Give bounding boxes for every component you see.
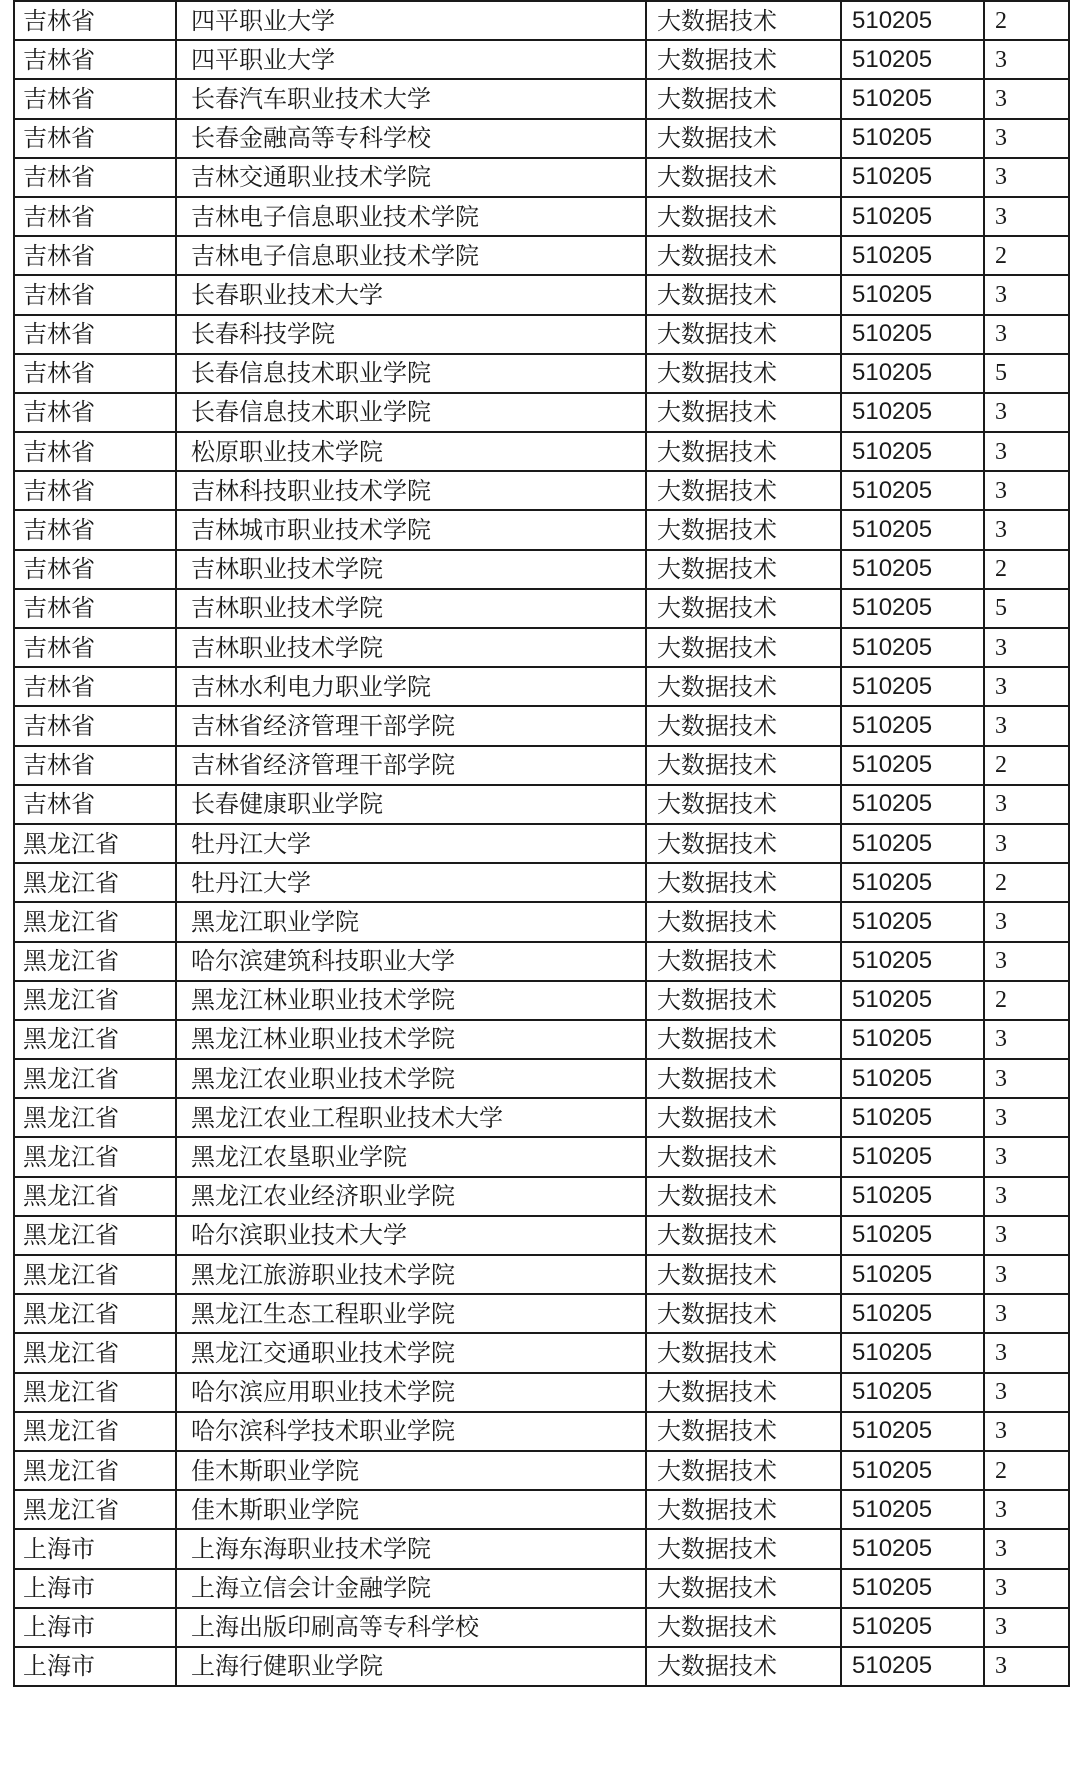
count-cell: 2 [984,981,1069,1020]
province-cell: 黑龙江省 [14,1333,176,1372]
school-name-cell: 吉林省经济管理干部学院 [176,746,646,785]
major-code-cell: 510205 [841,40,984,79]
count-cell: 5 [984,354,1069,393]
major-code-cell: 510205 [841,1216,984,1255]
school-name-cell: 哈尔滨科学技术职业学院 [176,1412,646,1451]
province-cell: 黑龙江省 [14,1098,176,1137]
major-cell: 大数据技术 [646,981,841,1020]
major-code-cell: 510205 [841,197,984,236]
major-code-cell: 510205 [841,628,984,667]
table-row [14,471,1069,510]
school-name-cell: 长春科技学院 [176,315,646,354]
province-cell: 吉林省 [14,1,176,40]
table-row [14,1569,1069,1608]
school-name-cell: 长春汽车职业技术大学 [176,79,646,118]
major-code-cell: 510205 [841,824,984,863]
major-cell: 大数据技术 [646,119,841,158]
major-cell: 大数据技术 [646,1333,841,1372]
major-cell: 大数据技术 [646,510,841,549]
major-code-cell: 510205 [841,902,984,941]
table-row [14,706,1069,745]
school-name-cell: 哈尔滨建筑科技职业大学 [176,942,646,981]
count-cell: 3 [984,1216,1069,1255]
major-cell: 大数据技术 [646,1373,841,1412]
table-row [14,1216,1069,1255]
count-cell: 3 [984,1373,1069,1412]
major-cell: 大数据技术 [646,354,841,393]
major-cell: 大数据技术 [646,40,841,79]
school-name-cell: 佳木斯职业学院 [176,1451,646,1490]
major-code-cell: 510205 [841,706,984,745]
count-cell: 3 [984,510,1069,549]
major-code-cell: 510205 [841,393,984,432]
count-cell: 3 [984,785,1069,824]
province-cell: 吉林省 [14,236,176,275]
province-cell: 黑龙江省 [14,1412,176,1451]
major-cell: 大数据技术 [646,824,841,863]
province-cell: 黑龙江省 [14,1373,176,1412]
school-name-cell: 四平职业大学 [176,40,646,79]
major-code-cell: 510205 [841,1,984,40]
major-code-cell: 510205 [841,1177,984,1216]
school-name-cell: 黑龙江交通职业技术学院 [176,1333,646,1372]
province-cell: 黑龙江省 [14,942,176,981]
major-cell: 大数据技术 [646,393,841,432]
province-cell: 上海市 [14,1608,176,1647]
major-cell: 大数据技术 [646,1529,841,1568]
count-cell: 2 [984,550,1069,589]
school-name-cell: 上海出版印刷高等专科学校 [176,1608,646,1647]
count-cell: 3 [984,1412,1069,1451]
school-name-cell: 牡丹江大学 [176,824,646,863]
count-cell: 2 [984,1451,1069,1490]
count-cell: 3 [984,393,1069,432]
province-cell: 黑龙江省 [14,1177,176,1216]
table-row [14,902,1069,941]
table-body [14,1,1069,1686]
major-cell: 大数据技术 [646,236,841,275]
major-cell: 大数据技术 [646,1177,841,1216]
school-name-cell: 长春职业技术大学 [176,275,646,314]
table-row [14,1,1069,40]
major-code-cell: 510205 [841,1294,984,1333]
table-row [14,432,1069,471]
major-code-cell: 510205 [841,746,984,785]
table-row [14,1020,1069,1059]
count-cell: 2 [984,1,1069,40]
count-cell: 2 [984,746,1069,785]
major-code-cell: 510205 [841,315,984,354]
province-cell: 吉林省 [14,785,176,824]
school-name-cell: 吉林水利电力职业学院 [176,667,646,706]
province-cell: 吉林省 [14,510,176,549]
school-name-cell: 吉林电子信息职业技术学院 [176,197,646,236]
table-row [14,1451,1069,1490]
school-name-cell: 吉林城市职业技术学院 [176,510,646,549]
school-name-cell: 吉林省经济管理干部学院 [176,706,646,745]
major-code-cell: 510205 [841,667,984,706]
table-row [14,1294,1069,1333]
major-cell: 大数据技术 [646,1020,841,1059]
province-cell: 吉林省 [14,197,176,236]
major-code-cell: 510205 [841,1529,984,1568]
province-cell: 上海市 [14,1569,176,1608]
major-cell: 大数据技术 [646,1294,841,1333]
major-code-cell: 510205 [841,1569,984,1608]
major-cell: 大数据技术 [646,706,841,745]
major-code-cell: 510205 [841,1373,984,1412]
school-name-cell: 吉林电子信息职业技术学院 [176,236,646,275]
major-cell: 大数据技术 [646,863,841,902]
school-name-cell: 上海东海职业技术学院 [176,1529,646,1568]
major-cell: 大数据技术 [646,1098,841,1137]
major-cell: 大数据技术 [646,1647,841,1686]
count-cell: 3 [984,667,1069,706]
province-cell: 黑龙江省 [14,1216,176,1255]
major-code-cell: 510205 [841,1059,984,1098]
count-cell: 3 [984,1569,1069,1608]
table-row [14,589,1069,628]
province-cell: 黑龙江省 [14,1059,176,1098]
count-cell: 3 [984,942,1069,981]
major-cell: 大数据技术 [646,315,841,354]
major-cell: 大数据技术 [646,197,841,236]
count-cell: 3 [984,275,1069,314]
school-name-cell: 四平职业大学 [176,1,646,40]
major-cell: 大数据技术 [646,1137,841,1176]
table-row [14,158,1069,197]
count-cell: 3 [984,1647,1069,1686]
school-name-cell: 黑龙江职业学院 [176,902,646,941]
major-code-cell: 510205 [841,1490,984,1529]
province-cell: 吉林省 [14,275,176,314]
major-cell: 大数据技术 [646,158,841,197]
major-code-cell: 510205 [841,1647,984,1686]
count-cell: 3 [984,315,1069,354]
count-cell: 3 [984,1059,1069,1098]
major-cell: 大数据技术 [646,275,841,314]
major-code-cell: 510205 [841,79,984,118]
count-cell: 2 [984,236,1069,275]
count-cell: 3 [984,1098,1069,1137]
school-name-cell: 上海行健职业学院 [176,1647,646,1686]
major-cell: 大数据技术 [646,746,841,785]
province-cell: 黑龙江省 [14,981,176,1020]
count-cell: 3 [984,1333,1069,1372]
major-code-cell: 510205 [841,1098,984,1137]
major-code-cell: 510205 [841,1137,984,1176]
province-cell: 黑龙江省 [14,1490,176,1529]
table-row [14,1333,1069,1372]
table-row [14,1373,1069,1412]
school-name-cell: 吉林交通职业技术学院 [176,158,646,197]
count-cell: 3 [984,902,1069,941]
major-cell: 大数据技术 [646,902,841,941]
school-name-cell: 黑龙江林业职业技术学院 [176,1020,646,1059]
province-cell: 吉林省 [14,315,176,354]
major-code-cell: 510205 [841,1255,984,1294]
major-cell: 大数据技术 [646,1255,841,1294]
province-cell: 吉林省 [14,158,176,197]
count-cell: 3 [984,40,1069,79]
school-name-cell: 黑龙江农业经济职业学院 [176,1177,646,1216]
count-cell: 3 [984,1608,1069,1647]
province-cell: 吉林省 [14,354,176,393]
count-cell: 5 [984,589,1069,628]
table-row [14,393,1069,432]
table-row [14,1137,1069,1176]
major-cell: 大数据技术 [646,432,841,471]
table-row [14,550,1069,589]
school-name-cell: 松原职业技术学院 [176,432,646,471]
table-row [14,236,1069,275]
major-cell: 大数据技术 [646,1216,841,1255]
school-name-cell: 牡丹江大学 [176,863,646,902]
major-cell: 大数据技术 [646,589,841,628]
province-cell: 黑龙江省 [14,1020,176,1059]
major-cell: 大数据技术 [646,667,841,706]
table-row [14,197,1069,236]
province-cell: 吉林省 [14,589,176,628]
major-code-cell: 510205 [841,275,984,314]
count-cell: 3 [984,1294,1069,1333]
major-code-cell: 510205 [841,1451,984,1490]
province-cell: 黑龙江省 [14,863,176,902]
province-cell: 上海市 [14,1529,176,1568]
major-code-cell: 510205 [841,1608,984,1647]
school-name-cell: 黑龙江林业职业技术学院 [176,981,646,1020]
province-cell: 吉林省 [14,706,176,745]
count-cell: 3 [984,628,1069,667]
table-row [14,824,1069,863]
major-cell: 大数据技术 [646,1412,841,1451]
count-cell: 2 [984,863,1069,902]
province-cell: 上海市 [14,1647,176,1686]
school-name-cell: 长春金融高等专科学校 [176,119,646,158]
province-cell: 黑龙江省 [14,1137,176,1176]
major-code-cell: 510205 [841,942,984,981]
table-row [14,275,1069,314]
school-name-cell: 吉林职业技术学院 [176,628,646,667]
count-cell: 3 [984,1255,1069,1294]
count-cell: 3 [984,432,1069,471]
school-name-cell: 吉林科技职业技术学院 [176,471,646,510]
table-row [14,1098,1069,1137]
major-code-cell: 510205 [841,1333,984,1372]
major-code-cell: 510205 [841,354,984,393]
province-cell: 吉林省 [14,471,176,510]
major-code-cell: 510205 [841,981,984,1020]
province-cell: 黑龙江省 [14,1451,176,1490]
school-name-cell: 哈尔滨职业技术大学 [176,1216,646,1255]
school-name-cell: 上海立信会计金融学院 [176,1569,646,1608]
school-name-cell: 黑龙江生态工程职业学院 [176,1294,646,1333]
table-row [14,981,1069,1020]
count-cell: 3 [984,119,1069,158]
school-name-cell: 黑龙江农垦职业学院 [176,1137,646,1176]
major-code-cell: 510205 [841,236,984,275]
table-row [14,510,1069,549]
table-row [14,315,1069,354]
count-cell: 3 [984,197,1069,236]
school-name-cell: 佳木斯职业学院 [176,1490,646,1529]
major-code-cell: 510205 [841,863,984,902]
count-cell: 3 [984,824,1069,863]
province-cell: 吉林省 [14,628,176,667]
major-code-cell: 510205 [841,158,984,197]
count-cell: 3 [984,1529,1069,1568]
province-cell: 吉林省 [14,40,176,79]
province-cell: 黑龙江省 [14,1255,176,1294]
table-row [14,667,1069,706]
major-code-cell: 510205 [841,1020,984,1059]
major-cell: 大数据技术 [646,785,841,824]
major-code-cell: 510205 [841,785,984,824]
school-name-cell: 哈尔滨应用职业技术学院 [176,1373,646,1412]
province-cell: 吉林省 [14,432,176,471]
province-cell: 吉林省 [14,119,176,158]
table-row [14,354,1069,393]
table-row [14,79,1069,118]
school-name-cell: 长春信息技术职业学院 [176,393,646,432]
count-cell: 3 [984,1490,1069,1529]
school-name-cell: 长春信息技术职业学院 [176,354,646,393]
major-cell: 大数据技术 [646,471,841,510]
province-cell: 黑龙江省 [14,902,176,941]
table-row [14,628,1069,667]
province-cell: 黑龙江省 [14,1294,176,1333]
major-cell: 大数据技术 [646,550,841,589]
table-row [14,785,1069,824]
province-cell: 吉林省 [14,79,176,118]
table-row [14,1608,1069,1647]
table-row [14,942,1069,981]
major-cell: 大数据技术 [646,1569,841,1608]
school-name-cell: 长春健康职业学院 [176,785,646,824]
count-cell: 3 [984,1137,1069,1176]
major-cell: 大数据技术 [646,1608,841,1647]
enrollment-table [13,0,1070,1687]
major-code-cell: 510205 [841,1412,984,1451]
school-name-cell: 吉林职业技术学院 [176,550,646,589]
school-name-cell: 吉林职业技术学院 [176,589,646,628]
table-row [14,1412,1069,1451]
table-row [14,1490,1069,1529]
province-cell: 黑龙江省 [14,824,176,863]
major-code-cell: 510205 [841,471,984,510]
table-row [14,1529,1069,1568]
major-code-cell: 510205 [841,550,984,589]
count-cell: 3 [984,79,1069,118]
major-cell: 大数据技术 [646,1451,841,1490]
school-name-cell: 黑龙江农业工程职业技术大学 [176,1098,646,1137]
major-code-cell: 510205 [841,510,984,549]
count-cell: 3 [984,471,1069,510]
major-cell: 大数据技术 [646,1059,841,1098]
table-row [14,119,1069,158]
count-cell: 3 [984,1020,1069,1059]
table-row [14,1177,1069,1216]
school-name-cell: 黑龙江旅游职业技术学院 [176,1255,646,1294]
table-row [14,1647,1069,1686]
table-row [14,746,1069,785]
major-code-cell: 510205 [841,432,984,471]
count-cell: 3 [984,158,1069,197]
major-code-cell: 510205 [841,119,984,158]
count-cell: 3 [984,1177,1069,1216]
major-code-cell: 510205 [841,589,984,628]
table-row [14,40,1069,79]
table-row [14,863,1069,902]
major-cell: 大数据技术 [646,942,841,981]
province-cell: 吉林省 [14,550,176,589]
table-row [14,1059,1069,1098]
province-cell: 吉林省 [14,746,176,785]
school-name-cell: 黑龙江农业职业技术学院 [176,1059,646,1098]
major-cell: 大数据技术 [646,628,841,667]
major-cell: 大数据技术 [646,79,841,118]
major-cell: 大数据技术 [646,1,841,40]
province-cell: 吉林省 [14,667,176,706]
count-cell: 3 [984,706,1069,745]
table-row [14,1255,1069,1294]
province-cell: 吉林省 [14,393,176,432]
major-cell: 大数据技术 [646,1490,841,1529]
